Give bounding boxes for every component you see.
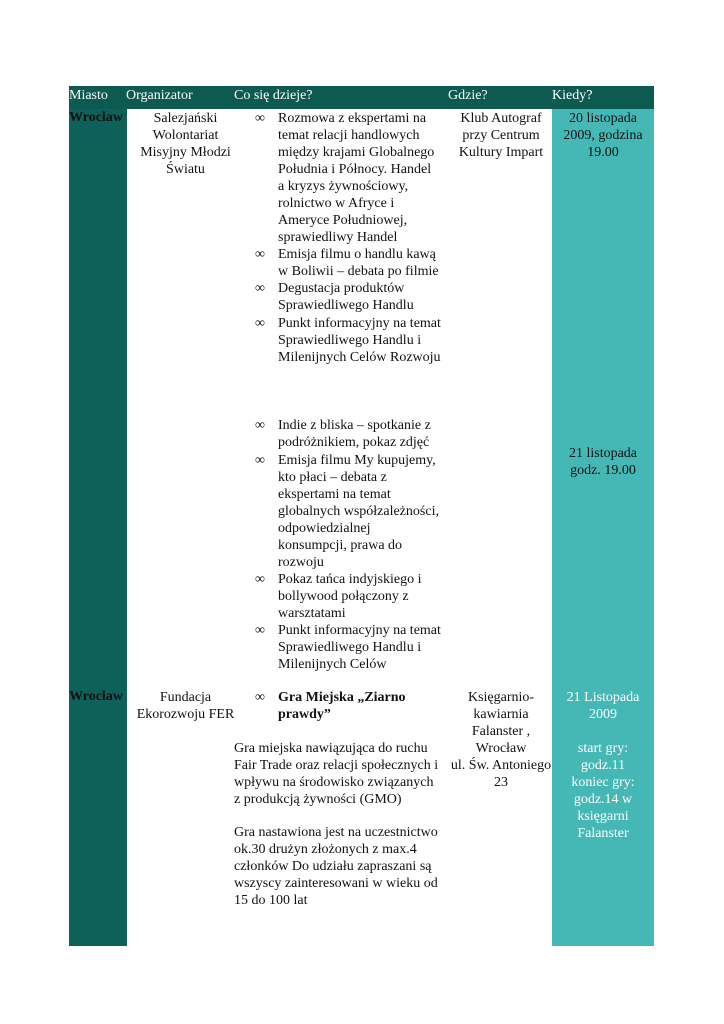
row1-item-3: ∞ Degustacja produktów Sprawiedliwego Handlu	[255, 281, 414, 313]
header-kiedy: Kiedy?	[552, 88, 593, 103]
row1-item-8: ∞ Punkt informacyjny na temat Sprawiedliwego Handlu i Milenijnych Celów	[255, 623, 441, 672]
row2-description-1: Gra miejska nawiązująca do ruchu Fair Trade oraz relacji społecznych i wpływu na środowisko związanych z produkcją żywności (GMO)	[234, 741, 439, 807]
row1-city: Wrocław	[69, 110, 123, 125]
row2-city: Wrocław	[69, 689, 123, 704]
row1-item-2: ∞ Emisja filmu o handlu kawą w Boliwii – debata po filmie	[255, 247, 439, 279]
bullet-icon: ∞	[255, 418, 265, 433]
row2-game-title: ∞ Gra Miejska „Ziarno prawdy”	[255, 690, 406, 722]
header-miasto: Miasto	[69, 88, 108, 103]
row2-when: 21 Listopada 2009 start gry: godz.11 koniec gry: godz.14 w księgarni Falanster	[566, 690, 640, 841]
row1-item-5: ∞ Indie z bliska – spotkanie z podróżnikiem, pokaz zdjęć	[255, 418, 431, 450]
row2-where: Księgarnio- kawiarnia Falanster , Wrocław ul. Św. Antoniego 23	[450, 690, 552, 790]
row1-item-6: ∞ Emisja filmu My kupujemy, kto płaci – debata z ekspertami na temat globalnych współzależności, odpowiedzialnej konsumpcji, prawa do rozwoju	[255, 453, 439, 570]
bullet-icon: ∞	[255, 281, 265, 296]
table-header	[69, 86, 654, 109]
row2-organizer: Fundacja Ekorozwoju FER	[136, 690, 235, 722]
row1-when-2: 21 listopada godz. 19.00	[568, 446, 638, 478]
header-organizator: Organizator	[126, 88, 193, 103]
row1-item-7: ∞ Pokaz tańca indyjskiego i bollywood połączony z warsztatami	[255, 572, 422, 621]
bullet-icon: ∞	[255, 453, 265, 468]
bullet-icon: ∞	[255, 111, 265, 126]
bullet-icon: ∞	[255, 623, 265, 638]
row1-when-1: 20 listopada 2009, godzina 19.00	[563, 111, 643, 160]
bullet-icon: ∞	[255, 247, 265, 262]
row2-description-2: Gra nastawiona jest na uczestnictwo ok.30 drużyn złożonych z max.4 członków Do udziału zapraszani są wszyscy zainteresowani w wieku od 15 do 100 lat	[234, 825, 438, 908]
row1-where: Klub Autograf przy Centrum Kultury Impart	[458, 111, 544, 160]
row1-organizer: Salezjański Wolontariat Misyjny Młodzi Światu	[140, 111, 231, 177]
row1-item-1: ∞ Rozmowa z ekspertami na temat relacji handlowych między krajami Globalnego Południa i Północy. Handel a kryzys żywnościowy, rolnictwo w Afryce i Ameryce Południowej, sprawiedliwy Handel	[255, 111, 435, 245]
header-gdzie: Gdzie?	[448, 88, 488, 103]
events-table	[69, 86, 654, 946]
bullet-icon: ∞	[255, 690, 265, 705]
row1-item-4: ∞ Punkt informacyjny na temat Sprawiedliwego Handlu i Milenijnych Celów Rozwoju	[255, 316, 441, 365]
bullet-icon: ∞	[255, 572, 265, 587]
header-co-sie-dzieje: Co się dzieje?	[234, 88, 313, 103]
bullet-icon: ∞	[255, 316, 265, 331]
city-column	[69, 109, 127, 946]
